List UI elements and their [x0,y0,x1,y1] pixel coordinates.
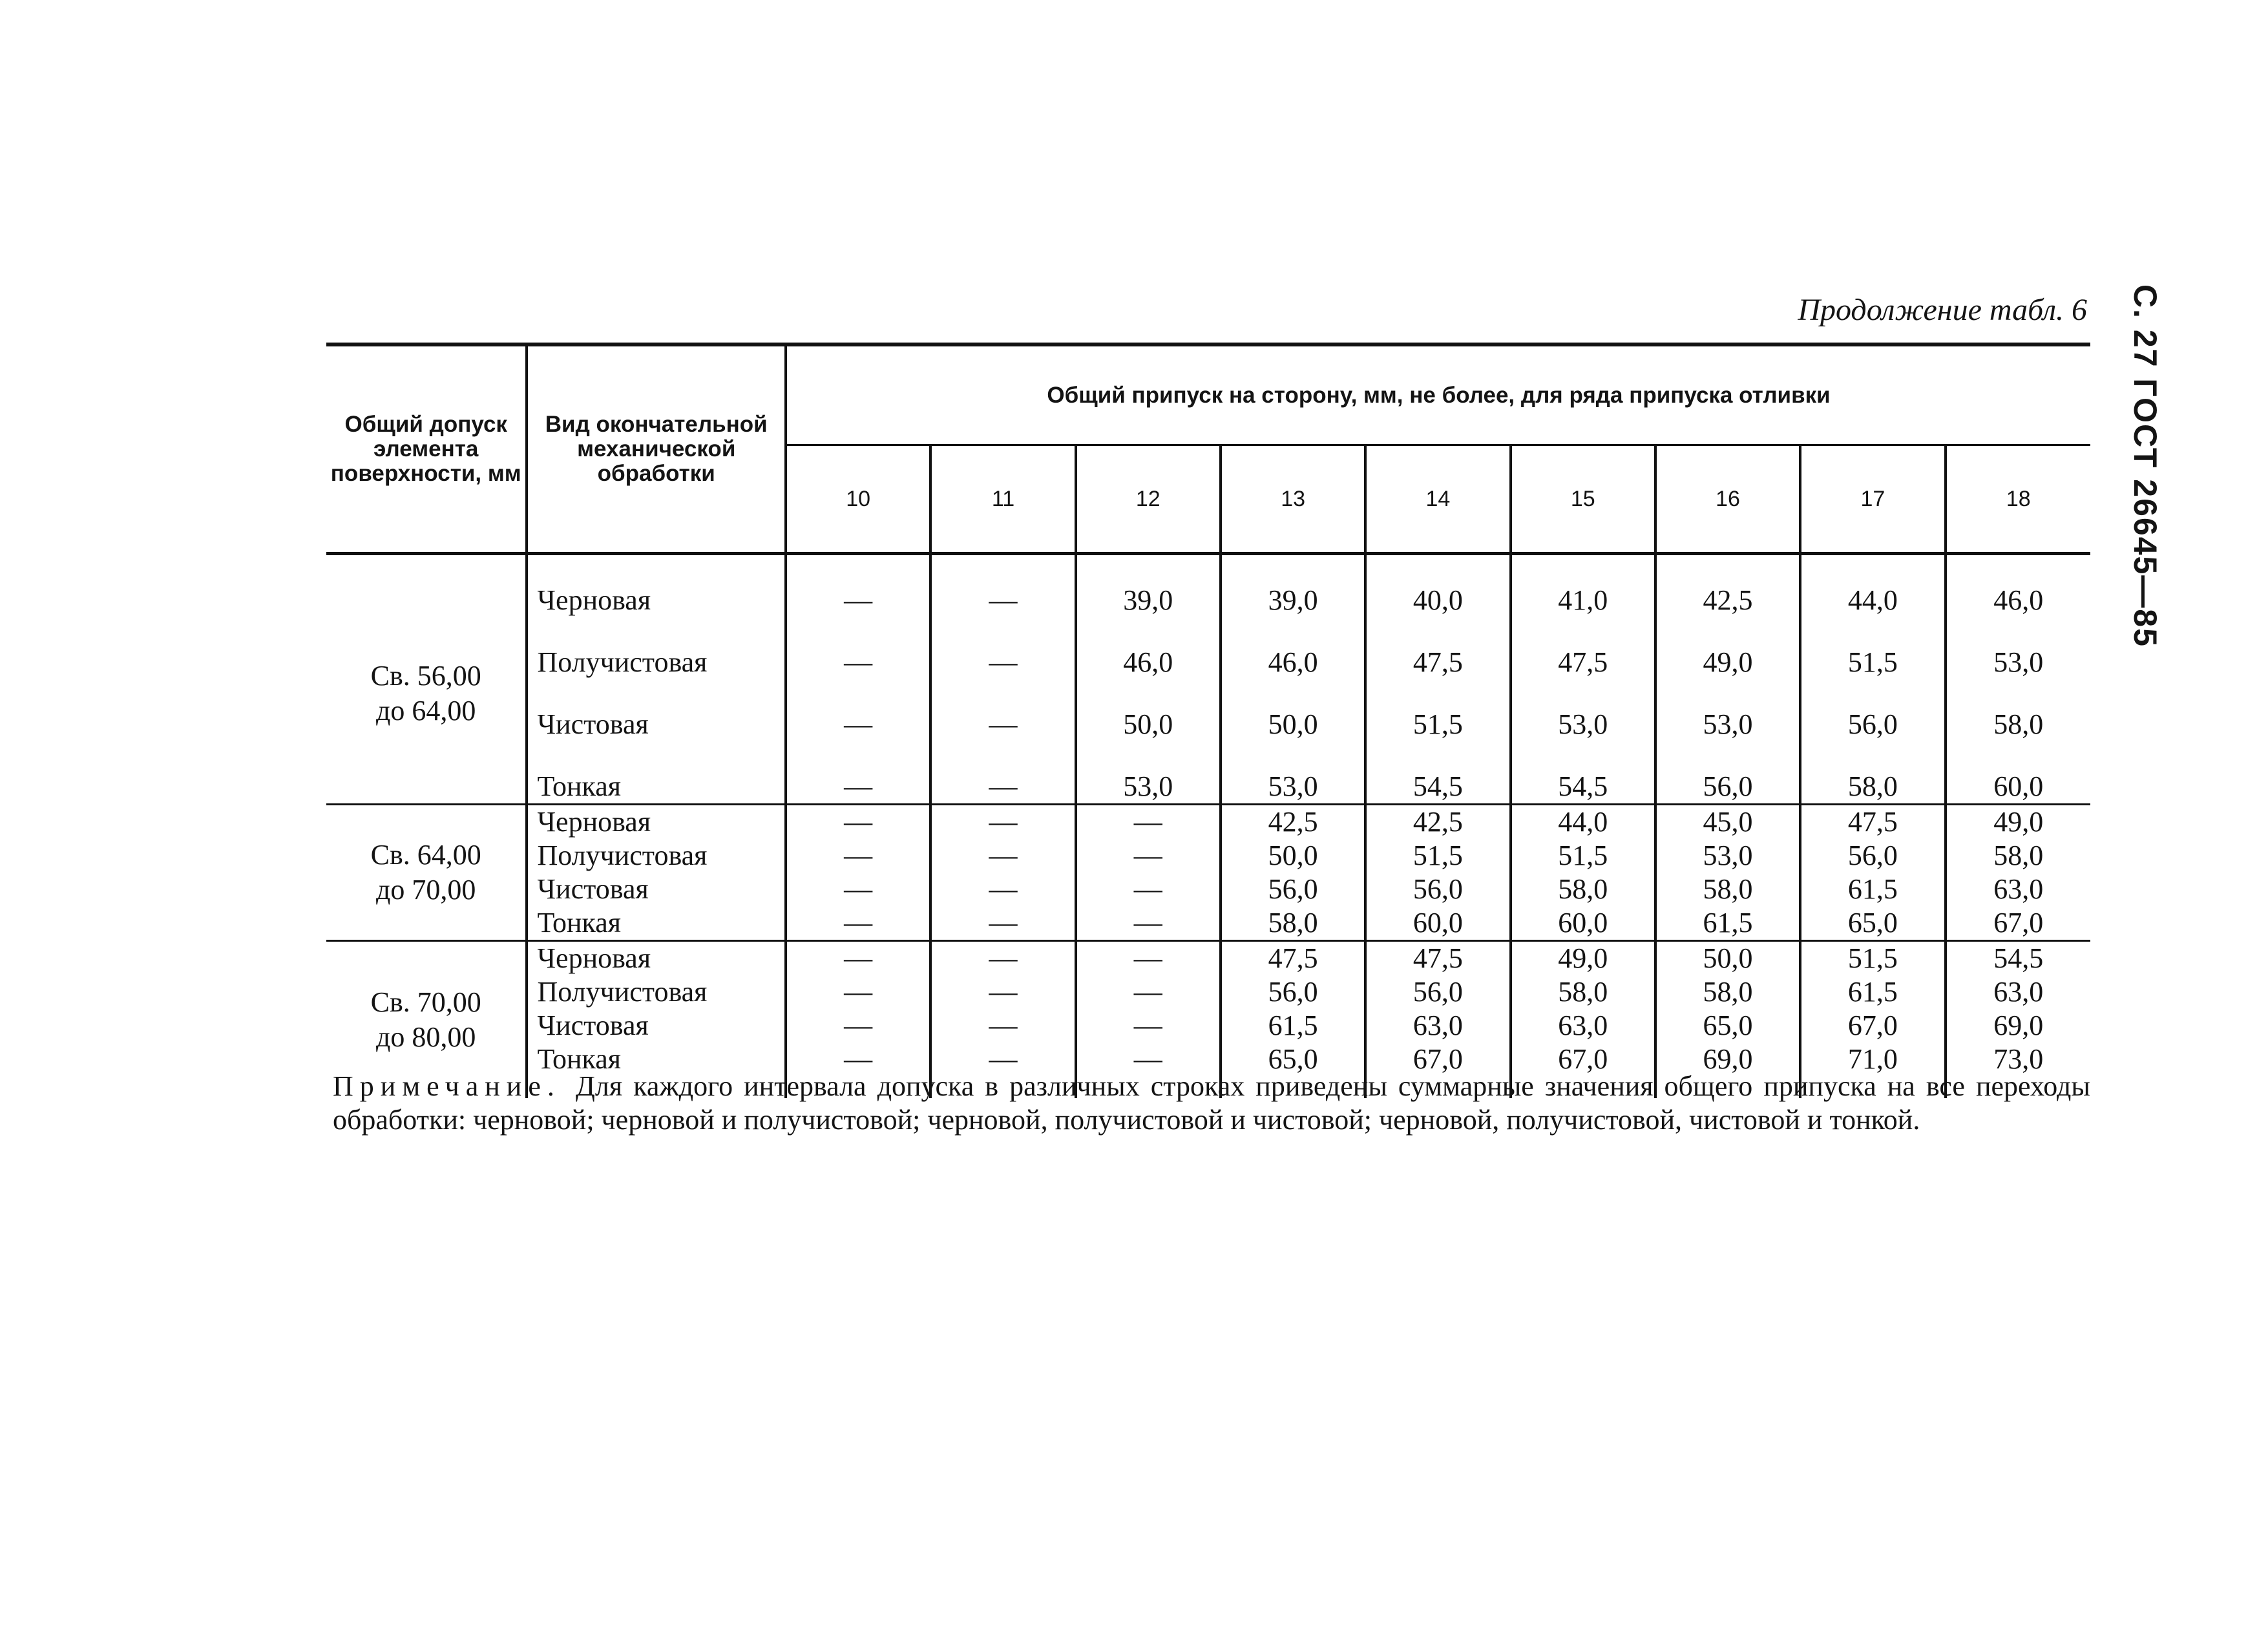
allowance-value-cell: — [1076,1043,1221,1098]
series-header: 16 [1655,445,1800,554]
allowance-value-cell: 58,0 [1946,679,2090,741]
allowance-value-cell: 58,0 [1221,906,1365,941]
table-continuation-caption: Продолжение табл. 6 [1798,293,2087,327]
allowance-value-cell: 47,5 [1800,805,1945,840]
series-header: 11 [930,445,1075,554]
table-body [326,554,2090,1099]
allowance-value-cell: 53,0 [1511,679,1655,741]
allowance-value-cell: 42,5 [1655,554,1800,618]
allowance-value-cell: — [786,554,930,618]
allowance-value-cell: — [786,839,930,873]
allowance-value-cell: — [930,941,1075,976]
allowance-value-cell: — [930,554,1075,618]
series-header: 13 [1221,445,1365,554]
allowance-value-cell: 63,0 [1946,873,2090,906]
allowance-value-cell: 46,0 [1076,617,1221,679]
allowance-table [326,343,2090,1098]
table-row [326,1009,2090,1043]
allowance-value-cell: 51,5 [1511,839,1655,873]
allowance-value-cell: 53,0 [1655,679,1800,741]
table-row [326,873,2090,906]
allowance-value-cell: 67,0 [1511,1043,1655,1098]
series-header: 18 [1946,445,2090,554]
allowance-value-cell: 67,0 [1800,1009,1945,1043]
allowance-value-cell: 39,0 [1221,554,1365,618]
machining-type-cell: Чистовая [527,873,786,906]
machining-type-cell: Получистовая [527,839,786,873]
allowance-value-cell: 42,5 [1221,805,1365,840]
allowance-value-cell: 42,5 [1365,805,1510,840]
allowance-value-cell: 58,0 [1511,975,1655,1009]
header-row-top [326,344,2090,445]
allowance-value-cell: 46,0 [1221,617,1365,679]
allowance-value-cell: 49,0 [1655,617,1800,679]
allowance-value-cell: 56,0 [1655,741,1800,805]
standard-designation: С. 27 ГОСТ 26645—85 [2127,284,2163,648]
tolerance-column-header: Общий допуск элемента поверхности, мм [326,344,527,554]
allowance-value-cell: 67,0 [1365,1043,1510,1098]
allowance-value-cell: — [930,679,1075,741]
allowance-value-cell: — [786,873,930,906]
allowance-value-cell: 61,5 [1655,906,1800,941]
machining-type-cell: Черновая [527,554,786,618]
machining-type-cell: Черновая [527,805,786,840]
allowance-value-cell: 41,0 [1511,554,1655,618]
allowance-value-cell: 61,5 [1800,975,1945,1009]
allowance-value-cell: 56,0 [1800,839,1945,873]
allowance-value-cell: 49,0 [1511,941,1655,976]
allowance-value-cell: 50,0 [1221,679,1365,741]
allowance-value-cell: 58,0 [1655,873,1800,906]
allowance-value-cell: 67,0 [1946,906,2090,941]
allowance-value-cell: 47,5 [1511,617,1655,679]
allowance-value-cell: 47,5 [1221,941,1365,976]
allowance-value-cell: 58,0 [1511,873,1655,906]
allowance-value-cell: 73,0 [1946,1043,2090,1098]
allowance-value-cell: — [930,741,1075,805]
allowance-value-cell: 60,0 [1946,741,2090,805]
allowance-value-cell: — [1076,975,1221,1009]
allowance-value-cell: 53,0 [1076,741,1221,805]
allowance-value-cell: — [786,805,930,840]
allowance-value-cell: — [930,873,1075,906]
allowance-value-cell: 44,0 [1511,805,1655,840]
allowance-value-cell: — [930,1009,1075,1043]
allowance-value-cell: — [786,679,930,741]
allowance-value-cell: 69,0 [1655,1043,1800,1098]
tolerance-range-cell: Св. 64,00 до 70,00 [326,805,527,941]
allowance-value-cell: 53,0 [1655,839,1800,873]
allowance-value-cell: 65,0 [1655,1009,1800,1043]
tolerance-range-cell: Св. 70,00 до 80,00 [326,941,527,1099]
series-header: 12 [1076,445,1221,554]
allowance-value-cell: — [1076,906,1221,941]
note-text: Для каждого интервала допуска в различных строках приведены суммарные значения общего припуска на все переходы обработки: черновой; черновой и получистовой; черновой, получистовой и чистовой; черновой, получистовой, чистовой и тонкой. [333,1070,2090,1136]
allowance-value-cell: 60,0 [1365,906,1510,941]
allowance-value-cell: 49,0 [1946,805,2090,840]
allowance-value-cell: — [1076,839,1221,873]
allowance-value-cell: 47,5 [1365,941,1510,976]
machining-column-header: Вид окончательной механической обработки [527,344,786,554]
allowance-value-cell: 63,0 [1946,975,2090,1009]
allowance-value-cell: 61,5 [1221,1009,1365,1043]
table-row [326,839,2090,873]
allowance-value-cell: 54,5 [1365,741,1510,805]
allowance-value-cell: — [786,975,930,1009]
allowance-value-cell: — [930,839,1075,873]
allowance-value-cell: — [930,1043,1075,1098]
allowance-value-cell: — [1076,1009,1221,1043]
machining-type-cell: Получистовая [527,617,786,679]
allowance-value-cell: 39,0 [1076,554,1221,618]
machining-type-cell: Тонкая [527,906,786,941]
allowance-value-cell: 54,5 [1511,741,1655,805]
allowance-value-cell: 58,0 [1655,975,1800,1009]
table-row [326,975,2090,1009]
allowance-value-cell: — [930,617,1075,679]
table-row [326,906,2090,941]
series-header: 10 [786,445,930,554]
table-row [326,679,2090,741]
allowance-value-cell: 63,0 [1511,1009,1655,1043]
allowance-value-cell: 46,0 [1946,554,2090,618]
allowance-value-cell: 50,0 [1655,941,1800,976]
table-row [326,741,2090,805]
allowance-value-cell: — [786,941,930,976]
series-header: 17 [1800,445,1945,554]
allowance-value-cell: 53,0 [1221,741,1365,805]
allowance-value-cell: 65,0 [1221,1043,1365,1098]
allowance-value-cell: 45,0 [1655,805,1800,840]
allowance-value-cell: 47,5 [1365,617,1510,679]
table-row [326,805,2090,840]
allowance-value-cell: 58,0 [1946,839,2090,873]
allowance-value-cell: — [1076,873,1221,906]
allowance-value-cell: 44,0 [1800,554,1945,618]
allowance-value-cell: 56,0 [1221,975,1365,1009]
table-header [326,344,2090,554]
allowance-value-cell: 65,0 [1800,906,1945,941]
allowance-value-cell: 51,5 [1365,839,1510,873]
allowance-value-cell: 40,0 [1365,554,1510,618]
allowance-value-cell: — [786,617,930,679]
allowance-value-cell: 50,0 [1221,839,1365,873]
allowance-value-cell: — [1076,941,1221,976]
allowance-value-cell: 51,5 [1800,941,1945,976]
allowance-value-cell: 50,0 [1076,679,1221,741]
allowance-value-cell: 69,0 [1946,1009,2090,1043]
allowance-value-cell: — [786,906,930,941]
allowance-value-cell: 56,0 [1365,873,1510,906]
allowance-value-cell: — [786,1043,930,1098]
page-number-label [2119,284,2171,672]
allowance-value-cell: — [1076,805,1221,840]
series-header: 15 [1511,445,1655,554]
table-row [326,554,2090,618]
machining-type-cell: Тонкая [527,741,786,805]
table-row [326,941,2090,976]
note-title: Примечание. [333,1070,561,1102]
allowance-value-cell: 56,0 [1800,679,1945,741]
machining-type-cell: Черновая [527,941,786,976]
allowance-value-cell: 58,0 [1800,741,1945,805]
allowance-value-cell: — [930,805,1075,840]
allowance-value-cell: 56,0 [1221,873,1365,906]
allowance-value-cell: — [930,975,1075,1009]
allowance-value-cell: — [786,1009,930,1043]
machining-type-cell: Получистовая [527,975,786,1009]
allowance-value-cell: 61,5 [1800,873,1945,906]
allowance-value-cell: 56,0 [1365,975,1510,1009]
allowance-value-cell: 63,0 [1365,1009,1510,1043]
allowance-value-cell: 53,0 [1946,617,2090,679]
allowance-value-cell: — [930,906,1075,941]
allowance-value-cell: 51,5 [1800,617,1945,679]
series-header: 14 [1365,445,1510,554]
allowance-value-cell: — [786,741,930,805]
machining-type-cell: Чистовая [527,1009,786,1043]
machining-type-cell: Тонкая [527,1043,786,1098]
tolerance-range-cell: Св. 56,00 до 64,00 [326,554,527,805]
allowance-value-cell: 51,5 [1365,679,1510,741]
table-note [333,1070,2090,1137]
machining-type-cell: Чистовая [527,679,786,741]
allowance-value-cell: 60,0 [1511,906,1655,941]
allowance-value-cell: 71,0 [1800,1043,1945,1098]
table-row [326,617,2090,679]
allowance-group-header: Общий припуск на сторону, мм, не более, для ряда припуска отливки [786,344,2090,445]
allowance-value-cell: 54,5 [1946,941,2090,976]
